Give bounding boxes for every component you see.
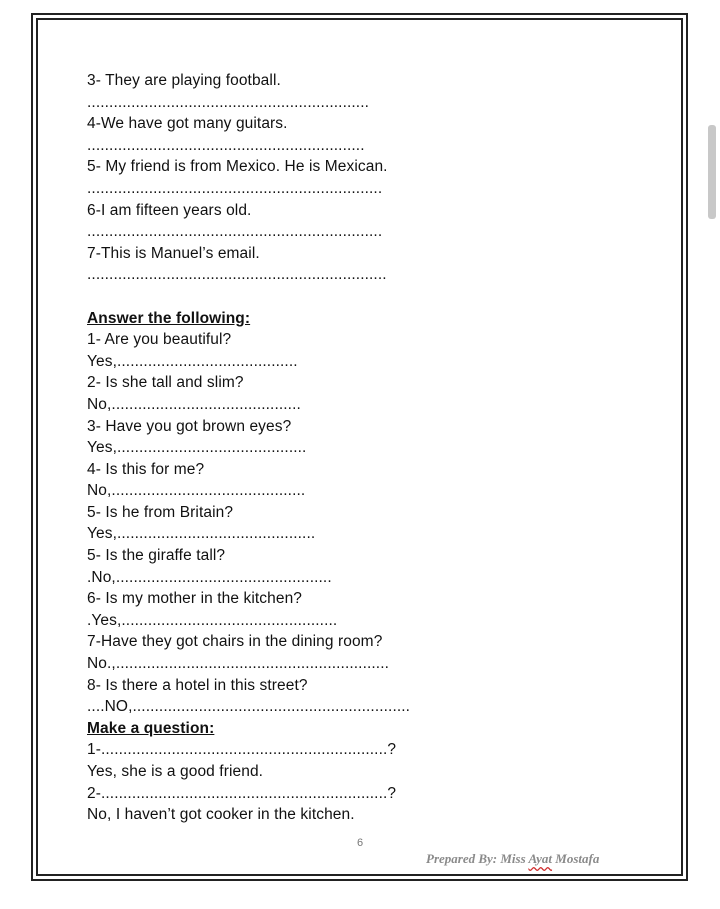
scrollbar-thumb[interactable] (708, 125, 716, 219)
question-line: 5- Is the giraffe tall? (87, 547, 226, 565)
answer-line: No, I haven’t got cooker in the kitchen. (87, 806, 355, 824)
question-blank: 2-.................................................................? (87, 784, 397, 802)
question-blank: 1-.................................................................? (87, 741, 397, 759)
answer-blank: No.,.............................................................. (87, 655, 390, 673)
exercise-line: 7-This is Manuel’s email. (87, 244, 260, 262)
answer-line: Yes, she is a good friend. (87, 763, 264, 780)
footer-credit (426, 851, 599, 867)
exercise-line: 5- My friend is from Mexico. He is Mexican. (87, 158, 388, 176)
answer-blank: ............................................................... (87, 136, 365, 154)
answer-blank: No,........................................... (87, 395, 301, 413)
answer-blank: ....NO,............................................................... (87, 698, 411, 716)
answer-blank: Yes,............................................. (87, 525, 316, 543)
question-section (87, 718, 647, 826)
question-line: 8- Is there a hotel in this street? (87, 676, 308, 694)
question-line: 4- Is this for me? (87, 460, 205, 478)
answer-blank: Yes,........................................... (87, 439, 307, 457)
answer-blank: ................................................................ (87, 93, 370, 111)
question-line: 5- Is he from Britain? (87, 503, 234, 521)
question-heading: Make a question: (87, 719, 215, 737)
question-line: 1- Are you beautiful? (87, 331, 232, 349)
author-last-name: Mostafa (552, 851, 600, 866)
answer-heading: Answer the following: (87, 309, 251, 327)
answer-blank: Yes,......................................... (87, 352, 298, 370)
spacer (87, 286, 647, 308)
answer-section (87, 308, 647, 718)
question-line: 6- Is my mother in the kitchen? (87, 590, 303, 608)
answer-blank: .Yes,................................................. (87, 611, 338, 629)
prepared-by-label: Prepared By: Miss (426, 851, 529, 866)
worksheet-content (87, 70, 647, 826)
answer-blank: ................................................................... (87, 223, 383, 241)
answer-blank: No,............................................ (87, 482, 306, 500)
question-line: 2- Is she tall and slim? (87, 374, 244, 392)
answer-blank: ................................................................... (87, 179, 383, 197)
exercise-line: 4-We have got many guitars. (87, 115, 288, 133)
exercise-line: 6-I am fifteen years old. (87, 201, 252, 219)
exercise-line: 3- They are playing football. (87, 72, 281, 89)
question-line: 3- Have you got brown eyes? (87, 417, 292, 435)
page-number: 6 (356, 837, 364, 849)
question-line: 7-Have they got chairs in the dining room? (87, 633, 383, 651)
rewrite-section (87, 70, 647, 286)
author-first-name: Ayat (528, 851, 553, 866)
answer-blank: .No,................................................. (87, 568, 332, 586)
answer-blank: .................................................................... (87, 266, 387, 284)
